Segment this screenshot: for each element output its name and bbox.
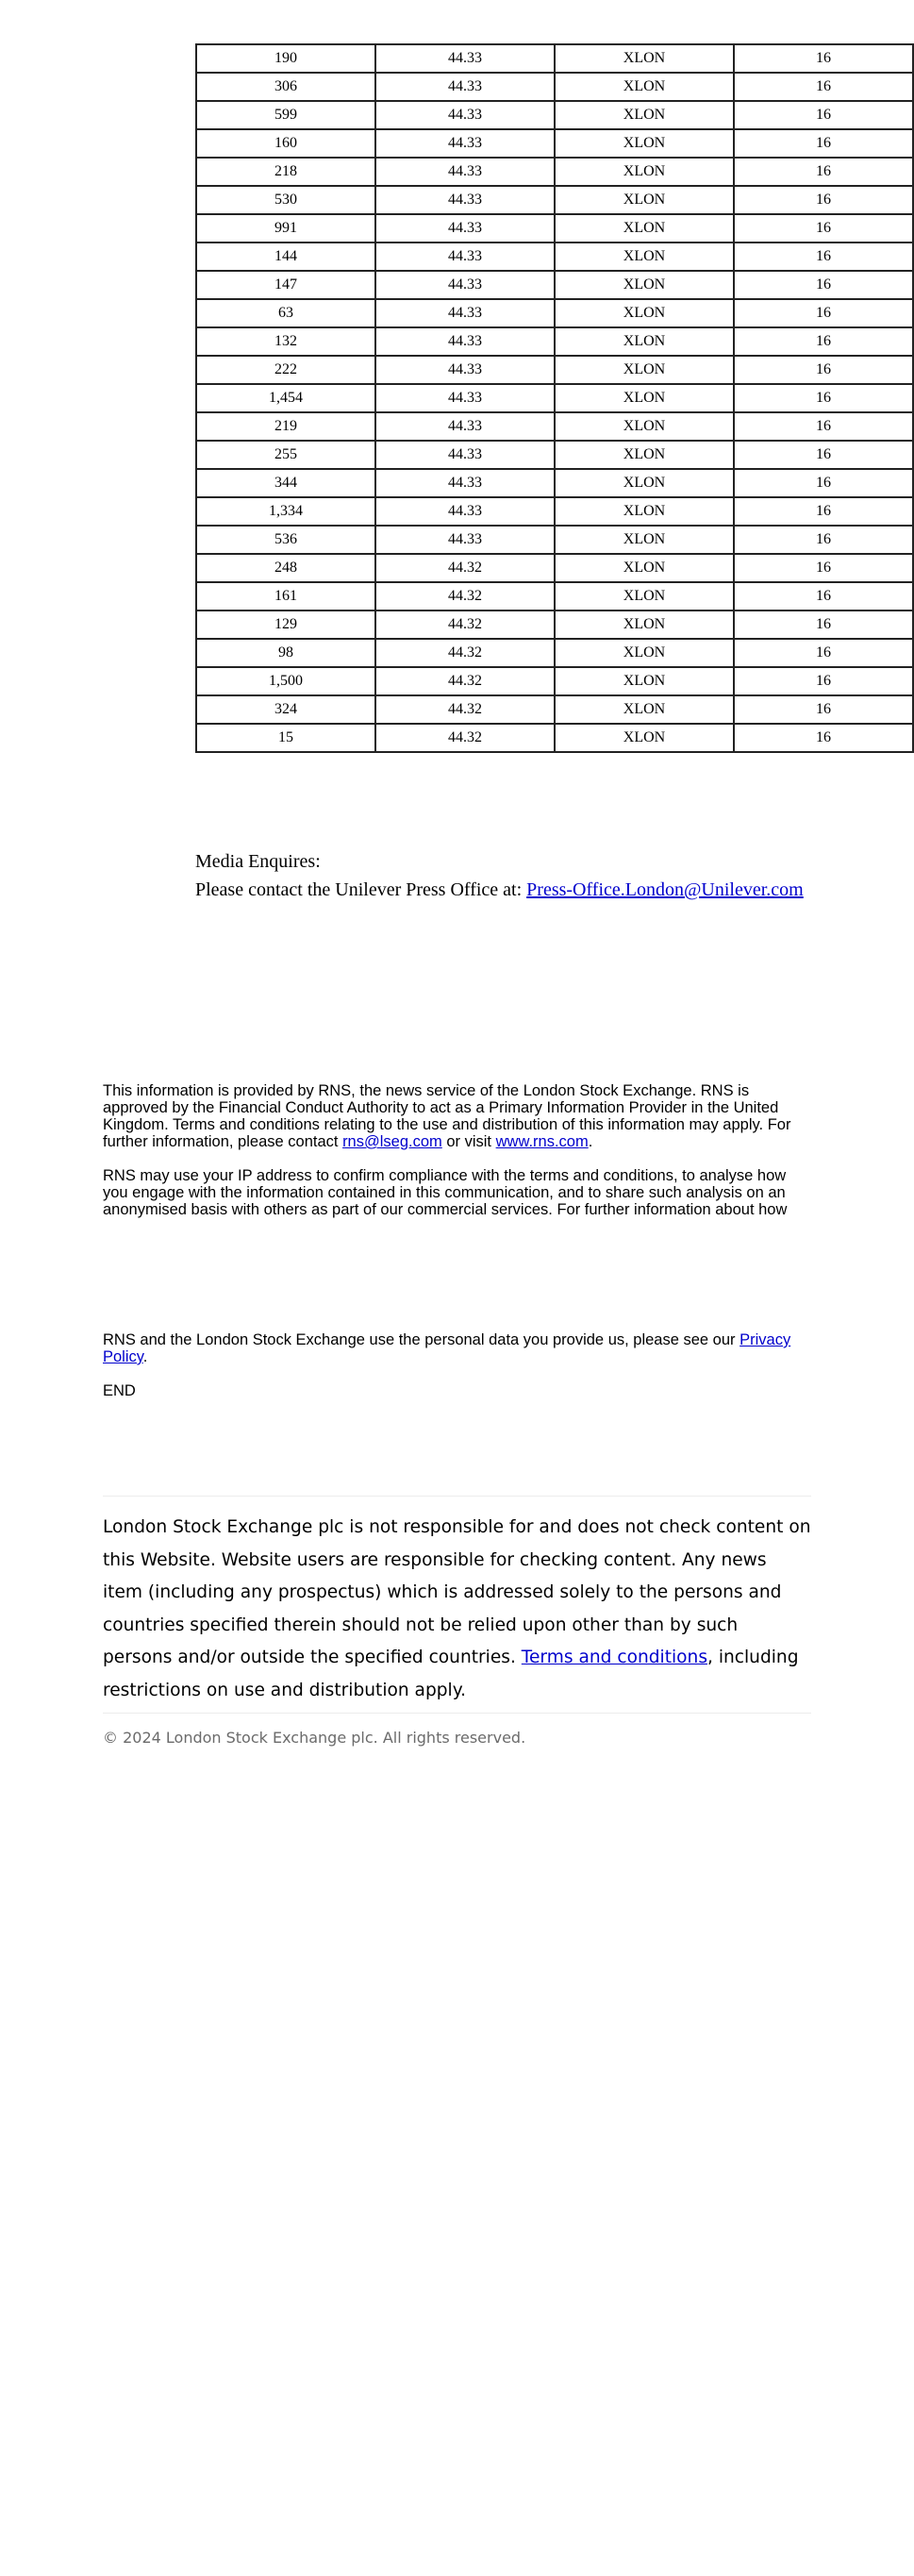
trade-venue-cell: XLON (555, 73, 734, 101)
trade-venue-cell: XLON (555, 412, 734, 441)
trade-volume-cell: 190 (196, 44, 375, 73)
trade-venue-cell: XLON (555, 101, 734, 129)
trades-table-body (196, 44, 913, 752)
trade-volume-cell: 530 (196, 186, 375, 214)
trade-volume-cell: 536 (196, 526, 375, 554)
trade-volume-cell: 1,334 (196, 497, 375, 526)
trade-price-cell: 44.32 (375, 667, 555, 695)
trade-row (196, 469, 913, 497)
trade-row (196, 271, 913, 299)
rns-paragraph-privacy (103, 1331, 810, 1365)
end-label: END (103, 1382, 136, 1399)
trade-time-cell: 16 (734, 271, 913, 299)
trade-price-cell: 44.32 (375, 611, 555, 639)
trade-price-cell: 44.33 (375, 356, 555, 384)
trade-price-cell: 44.33 (375, 101, 555, 129)
trade-volume-cell: 255 (196, 441, 375, 469)
trade-price-cell: 44.33 (375, 214, 555, 243)
rns-privacy-text: RNS and the London Stock Exchange use the personal data you provide us, please see our (103, 1331, 740, 1348)
trade-time-cell: 16 (734, 101, 913, 129)
trade-row (196, 526, 913, 554)
trade-venue-cell: XLON (555, 497, 734, 526)
trade-row (196, 327, 913, 356)
trade-volume-cell: 344 (196, 469, 375, 497)
trade-venue-cell: XLON (555, 441, 734, 469)
trade-time-cell: 16 (734, 356, 913, 384)
trade-venue-cell: XLON (555, 695, 734, 724)
trade-price-cell: 44.32 (375, 554, 555, 582)
trade-price-cell: 44.33 (375, 384, 555, 412)
trade-volume-cell: 15 (196, 724, 375, 752)
trade-time-cell: 16 (734, 554, 913, 582)
trade-time-cell: 16 (734, 384, 913, 412)
trade-venue-cell: XLON (555, 186, 734, 214)
disclaimer-text: London Stock Exchange plc is not responsible for and does not check content on this Website. Website users are responsible for checking content. Any news item (including any prospectus) which is addressed solely to the persons and countries specified therein should not be relied upon other than by such persons and/or outside the specified countries. (103, 1517, 811, 1667)
trade-volume-cell: 1,454 (196, 384, 375, 412)
trade-row (196, 554, 913, 582)
trade-price-cell: 44.33 (375, 158, 555, 186)
trade-row (196, 384, 913, 412)
trade-time-cell: 16 (734, 412, 913, 441)
media-contact-line (195, 876, 804, 904)
trade-price-cell: 44.33 (375, 327, 555, 356)
trade-volume-cell: 991 (196, 214, 375, 243)
trade-time-cell: 16 (734, 158, 913, 186)
trade-time-cell: 16 (734, 186, 913, 214)
trade-time-cell: 16 (734, 299, 913, 327)
trade-time-cell: 16 (734, 667, 913, 695)
trade-row (196, 73, 913, 101)
media-enquiries (195, 847, 804, 904)
trade-price-cell: 44.33 (375, 243, 555, 271)
trade-venue-cell: XLON (555, 299, 734, 327)
trade-volume-cell: 248 (196, 554, 375, 582)
trade-row (196, 497, 913, 526)
trade-row (196, 186, 913, 214)
trade-price-cell: 44.33 (375, 73, 555, 101)
trade-volume-cell: 132 (196, 327, 375, 356)
trade-venue-cell: XLON (555, 384, 734, 412)
trade-time-cell: 16 (734, 73, 913, 101)
trade-row (196, 101, 913, 129)
trade-time-cell: 16 (734, 526, 913, 554)
footer-divider-bottom (103, 1713, 811, 1714)
rns-privacy-block (103, 1331, 810, 1399)
trade-venue-cell: XLON (555, 639, 734, 667)
trade-venue-cell: XLON (555, 469, 734, 497)
trade-volume-cell: 129 (196, 611, 375, 639)
trade-venue-cell: XLON (555, 611, 734, 639)
trade-volume-cell: 1,500 (196, 667, 375, 695)
press-office-email-link[interactable]: Press-Office.London@Unilever.com (526, 879, 804, 900)
lse-disclaimer (103, 1512, 811, 1707)
trade-volume-cell: 219 (196, 412, 375, 441)
trade-row (196, 441, 913, 469)
trade-time-cell: 16 (734, 469, 913, 497)
trade-price-cell: 44.33 (375, 129, 555, 158)
trade-row (196, 243, 913, 271)
trade-time-cell: 16 (734, 243, 913, 271)
rns-privacy-end: . (142, 1348, 148, 1365)
trade-venue-cell: XLON (555, 327, 734, 356)
trade-price-cell: 44.32 (375, 695, 555, 724)
trade-venue-cell: XLON (555, 214, 734, 243)
trade-row (196, 44, 913, 73)
trade-time-cell: 16 (734, 327, 913, 356)
trades-table (195, 43, 914, 753)
trade-price-cell: 44.33 (375, 412, 555, 441)
trade-volume-cell: 161 (196, 582, 375, 611)
trade-venue-cell: XLON (555, 667, 734, 695)
trade-row (196, 582, 913, 611)
privacy-policy-link[interactable]: Privacy Policy (103, 1331, 791, 1365)
trade-time-cell: 16 (734, 497, 913, 526)
trade-row (196, 356, 913, 384)
rns-website-link[interactable]: www.rns.com (495, 1133, 589, 1150)
trade-volume-cell: 218 (196, 158, 375, 186)
copyright-notice: © 2024 London Stock Exchange plc. All rights reserved. (103, 1729, 526, 1747)
trade-row (196, 158, 913, 186)
trade-venue-cell: XLON (555, 582, 734, 611)
media-contact-prefix: Please contact the Unilever Press Office at: (195, 879, 527, 900)
rns-email-link[interactable]: rns@lseg.com (342, 1133, 442, 1150)
rns-paragraph-provider (103, 1082, 810, 1150)
trade-row (196, 639, 913, 667)
trade-volume-cell: 147 (196, 271, 375, 299)
trade-time-cell: 16 (734, 611, 913, 639)
trade-price-cell: 44.33 (375, 469, 555, 497)
trade-venue-cell: XLON (555, 724, 734, 752)
rns-paragraph-ip: RNS may use your IP address to confirm compliance with the terms and conditions, to analyse how you engage with the information contained in this communication, and to share such analysis on an anonymised basis with others as part of our commercial services. For further information about how (103, 1167, 788, 1218)
trade-time-cell: 16 (734, 639, 913, 667)
trade-venue-cell: XLON (555, 271, 734, 299)
trade-row (196, 667, 913, 695)
media-heading: Media Enquires: (195, 851, 321, 872)
trade-row (196, 724, 913, 752)
trade-price-cell: 44.32 (375, 724, 555, 752)
trade-price-cell: 44.33 (375, 441, 555, 469)
rns-provider-mid: or visit (441, 1133, 496, 1150)
trade-time-cell: 16 (734, 214, 913, 243)
trade-time-cell: 16 (734, 129, 913, 158)
trades-table-container (195, 43, 831, 753)
trade-venue-cell: XLON (555, 526, 734, 554)
trade-venue-cell: XLON (555, 158, 734, 186)
trade-volume-cell: 144 (196, 243, 375, 271)
trade-volume-cell: 306 (196, 73, 375, 101)
trade-row (196, 412, 913, 441)
trade-volume-cell: 324 (196, 695, 375, 724)
terms-and-conditions-link[interactable]: Terms and conditions (521, 1648, 708, 1667)
trade-price-cell: 44.33 (375, 271, 555, 299)
trade-price-cell: 44.33 (375, 497, 555, 526)
trade-row (196, 695, 913, 724)
trade-price-cell: 44.33 (375, 186, 555, 214)
trade-time-cell: 16 (734, 695, 913, 724)
trade-volume-cell: 599 (196, 101, 375, 129)
trade-time-cell: 16 (734, 582, 913, 611)
disclaimer-end: , including restrictions on use and distribution apply. (103, 1648, 799, 1700)
rns-provider-end: . (588, 1133, 593, 1150)
trade-price-cell: 44.32 (375, 639, 555, 667)
trade-venue-cell: XLON (555, 356, 734, 384)
trade-time-cell: 16 (734, 441, 913, 469)
trade-price-cell: 44.33 (375, 44, 555, 73)
trade-price-cell: 44.32 (375, 582, 555, 611)
trade-row (196, 299, 913, 327)
trade-volume-cell: 222 (196, 356, 375, 384)
trade-price-cell: 44.33 (375, 299, 555, 327)
trade-time-cell: 16 (734, 724, 913, 752)
trade-venue-cell: XLON (555, 44, 734, 73)
trade-row (196, 214, 913, 243)
trade-volume-cell: 63 (196, 299, 375, 327)
trade-row (196, 129, 913, 158)
trade-time-cell: 16 (734, 44, 913, 73)
trade-price-cell: 44.33 (375, 526, 555, 554)
trade-venue-cell: XLON (555, 129, 734, 158)
trade-venue-cell: XLON (555, 554, 734, 582)
trade-row (196, 611, 913, 639)
footer-divider-top (103, 1496, 811, 1497)
trade-volume-cell: 160 (196, 129, 375, 158)
rns-info-block (103, 1082, 810, 1218)
trade-volume-cell: 98 (196, 639, 375, 667)
trade-venue-cell: XLON (555, 243, 734, 271)
rns-provider-text: This information is provided by RNS, the news service of the London Stock Exchange. RNS is approved by the Financial Conduct Authority to act as a Primary Information Provider in the United Kingdom. Terms and conditions relating to the use and distribution of this information may apply. For further information, please contact (103, 1082, 791, 1150)
